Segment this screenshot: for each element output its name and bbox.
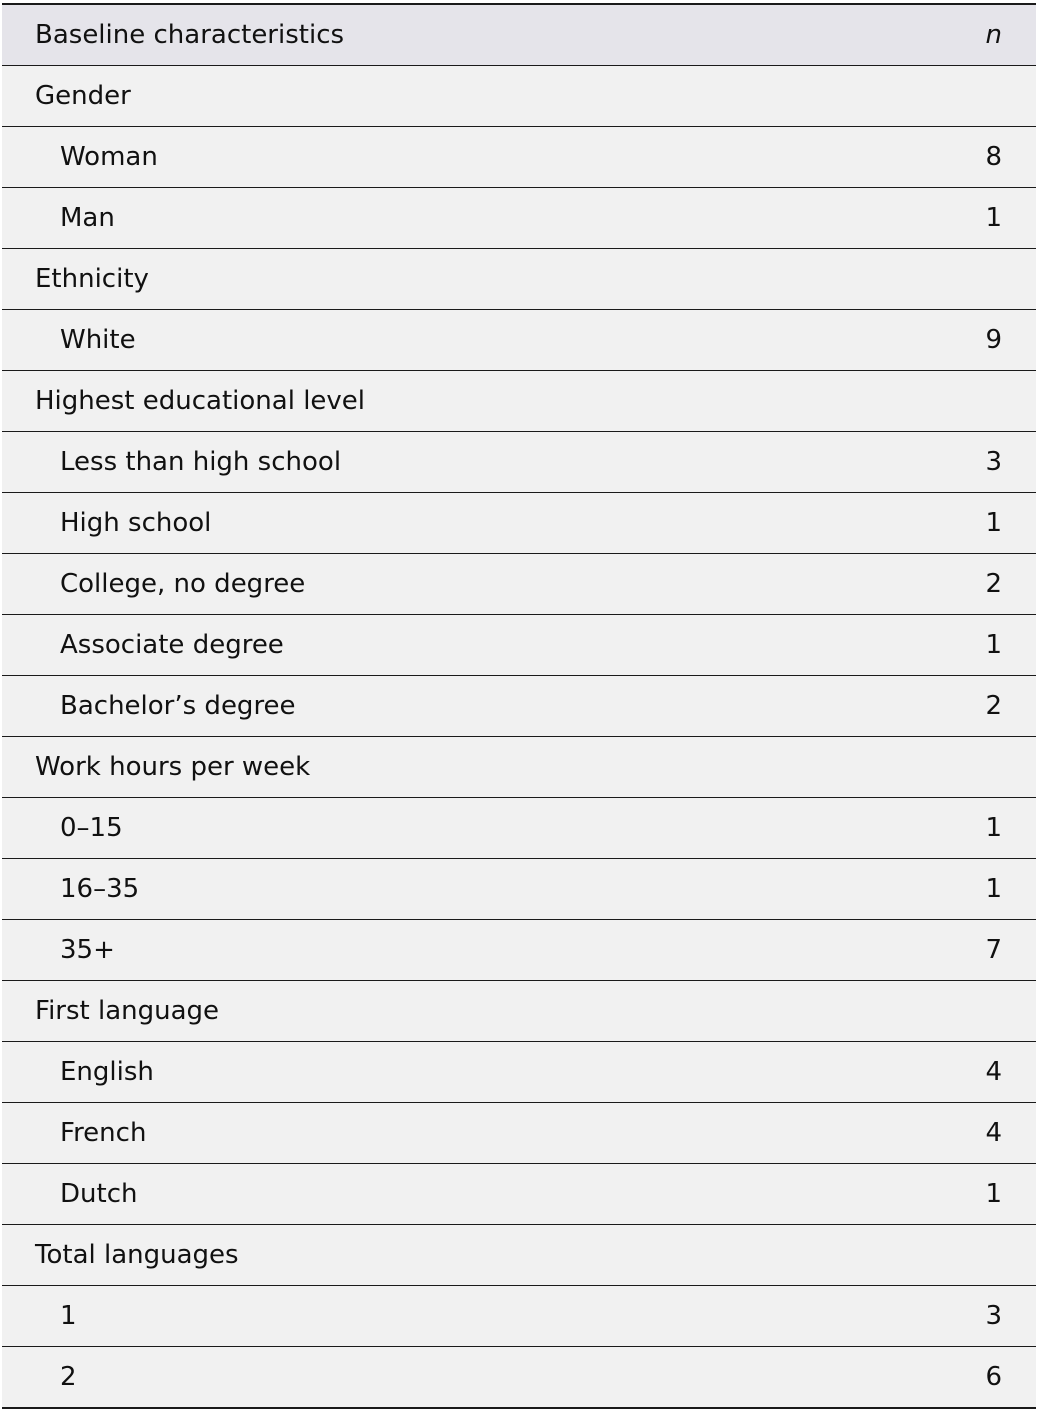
row-count: [882, 66, 1036, 127]
category-row: [2, 1225, 1036, 1286]
category-row: [2, 737, 1036, 798]
row-label: 0–15: [60, 813, 123, 843]
row-count: 3: [985, 447, 1002, 477]
category-label: Gender: [35, 81, 131, 111]
row-label: 35+: [60, 935, 115, 965]
baseline-characteristics-table: [2, 3, 1036, 1409]
table-row: [2, 310, 1036, 371]
row-count: 1: [985, 630, 1002, 660]
row-count: [882, 981, 1036, 1042]
row-label: Dutch: [60, 1179, 138, 1209]
row-label: Less than high school: [60, 447, 342, 477]
category-label: Work hours per week: [35, 752, 311, 782]
row-count: [882, 371, 1036, 432]
row-label: Woman: [60, 142, 158, 172]
table-row: [2, 1164, 1036, 1225]
table-row: [2, 127, 1036, 188]
table-header: [2, 4, 1036, 66]
row-label: 1: [60, 1301, 77, 1331]
row-count: 2: [985, 691, 1002, 721]
row-count: 7: [985, 935, 1002, 965]
row-count: 1: [985, 203, 1002, 233]
row-label: 16–35: [60, 874, 140, 904]
header-n: [882, 4, 1036, 66]
row-count: 2: [985, 569, 1002, 599]
row-count: 4: [985, 1118, 1002, 1148]
table-row: [2, 920, 1036, 981]
row-label: Bachelor’s degree: [60, 691, 296, 721]
table-row: [2, 1103, 1036, 1164]
row-count: 1: [985, 508, 1002, 538]
header-row: [2, 4, 1036, 66]
category-label: First language: [35, 996, 220, 1026]
header-baseline-characteristics: Baseline characteristics: [35, 20, 345, 50]
row-label: High school: [60, 508, 212, 538]
category-row: [2, 66, 1036, 127]
table-row: [2, 615, 1036, 676]
table-row: [2, 859, 1036, 920]
row-count: [882, 1225, 1036, 1286]
table-row: [2, 493, 1036, 554]
table-row: [2, 432, 1036, 493]
row-count: 6: [985, 1362, 1002, 1392]
row-count: 8: [985, 142, 1002, 172]
row-label: White: [60, 325, 136, 355]
category-row: [2, 981, 1036, 1042]
row-label: French: [60, 1118, 147, 1148]
table-row: [2, 1286, 1036, 1347]
row-label: Associate degree: [60, 630, 284, 660]
row-count: 1: [985, 1179, 1002, 1209]
row-count: 3: [985, 1301, 1002, 1331]
baseline-characteristics-table-container: [2, 3, 1036, 1409]
table-row: [2, 188, 1036, 249]
row-label: College, no degree: [60, 569, 306, 599]
table-body: [2, 66, 1036, 1409]
category-label: Highest educational level: [35, 386, 366, 416]
row-count: [882, 249, 1036, 310]
row-label: English: [60, 1057, 154, 1087]
header-n-label: n: [985, 20, 1002, 50]
table-row: [2, 676, 1036, 737]
row-count: 4: [985, 1057, 1002, 1087]
table-row: [2, 1042, 1036, 1103]
category-row: [2, 249, 1036, 310]
category-row: [2, 371, 1036, 432]
row-count: 1: [985, 813, 1002, 843]
category-label: Ethnicity: [35, 264, 149, 294]
table-row: [2, 1347, 1036, 1409]
table-row: [2, 554, 1036, 615]
row-count: 9: [985, 325, 1002, 355]
row-count: [882, 737, 1036, 798]
table-row: [2, 798, 1036, 859]
row-label: 2: [60, 1362, 77, 1392]
row-count: 1: [985, 874, 1002, 904]
category-label: Total languages: [35, 1240, 239, 1270]
row-label: Man: [60, 203, 115, 233]
